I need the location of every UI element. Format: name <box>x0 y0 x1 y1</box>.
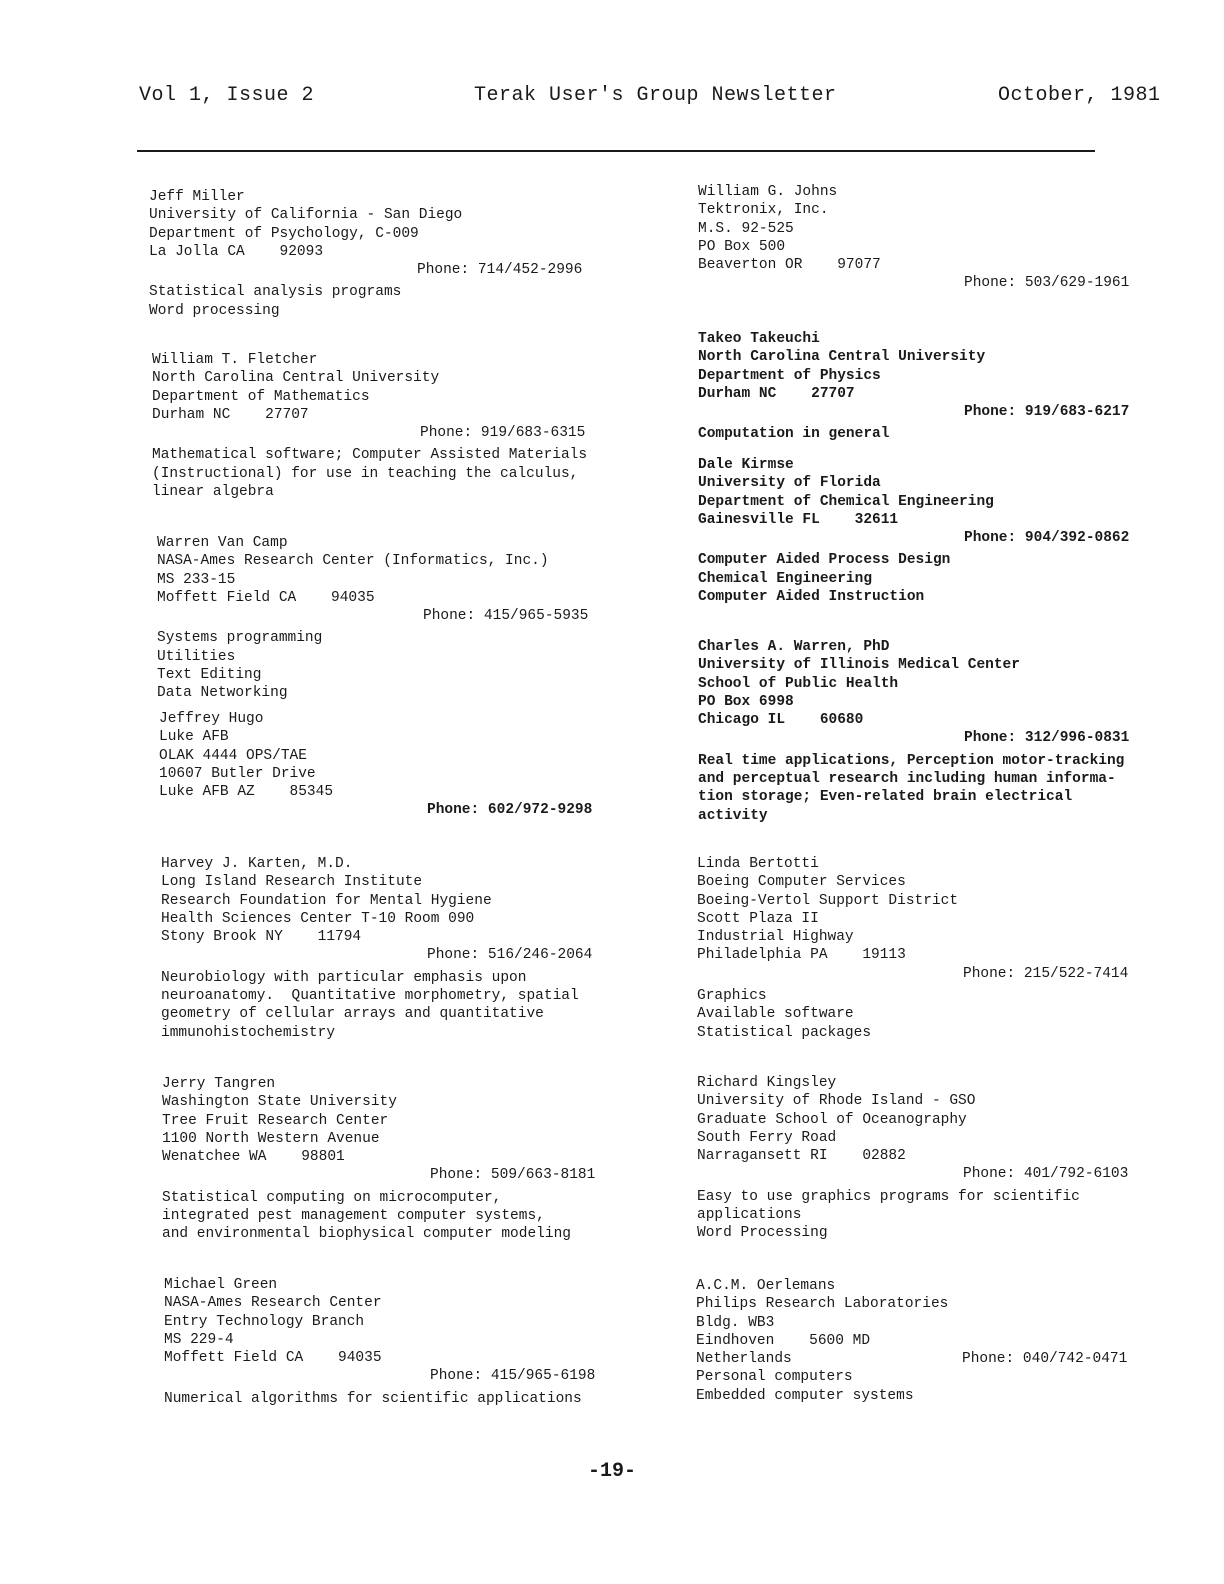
interest-line: and perceptual research including human informa- <box>698 771 1116 788</box>
interest-line: tion storage; Even-related brain electrical <box>698 789 1073 806</box>
address-line: Philadelphia PA 19113 <box>697 947 906 964</box>
interest-line: Numerical algorithms for scientific applications <box>164 1390 582 1407</box>
address-line: Stony Brook NY 11794 <box>161 929 362 946</box>
interest-line: geometry of cellular arrays and quantitative <box>161 1006 544 1023</box>
address-line: Tree Fruit Research Center <box>162 1112 389 1129</box>
interest-line: immunohistochemistry <box>161 1024 336 1041</box>
address-line: South Ferry Road <box>697 1129 837 1146</box>
member-name: William T. Fletcher <box>152 352 318 368</box>
address-line: Department of Physics <box>698 367 881 384</box>
interest-line: and environmental biophysical computer modeling <box>162 1226 571 1243</box>
interest-line: Computation in general <box>698 426 890 443</box>
member-name: Harvey J. Karten, M.D. <box>161 856 353 872</box>
address-line: MS 229-4 <box>164 1331 234 1348</box>
interest-line: Available software <box>697 1006 854 1023</box>
address-line: 10607 Butler Drive <box>159 765 316 782</box>
address-line: Department of Psychology, C-009 <box>149 225 419 242</box>
interest-line: linear algebra <box>152 484 274 501</box>
member-entry <box>698 183 1129 297</box>
header-rule <box>137 150 1095 152</box>
address-line: Entry Technology Branch <box>164 1313 365 1330</box>
interest-line: Statistical computing on microcomputer, <box>162 1189 502 1206</box>
newsletter-title: Terak User's Group Newsletter <box>474 84 837 107</box>
phone-number: Phone: 401/792-6103 <box>963 1166 1129 1183</box>
phone-number: Phone: 919/683-6217 <box>964 404 1130 421</box>
address-line: Graduate School of Oceanography <box>697 1111 967 1128</box>
address-line: University of California - San Diego <box>149 207 463 224</box>
page-number: -19- <box>587 1460 636 1483</box>
member-name: Linda Bertotti <box>697 856 819 872</box>
phone-number: Phone: 503/629-1961 <box>964 275 1130 292</box>
interest-line: (Instructional) for use in teaching the calculus, <box>152 465 579 482</box>
phone-number: Phone: 516/246-2064 <box>427 947 593 964</box>
member-entry <box>159 710 592 824</box>
address-line: Wenatchee WA 98801 <box>162 1149 345 1166</box>
member-entry <box>162 1075 595 1244</box>
member-name: William G. Johns <box>698 184 838 200</box>
address-line: NASA-Ames Research Center (Informatics, Inc.) <box>157 553 549 570</box>
member-entry <box>698 456 1129 606</box>
interest-line: activity <box>698 807 768 824</box>
interest-line: Word Processing <box>697 1225 828 1242</box>
member-entry <box>164 1276 595 1408</box>
address-line: PO Box 6998 <box>698 693 794 710</box>
member-entry <box>698 330 1129 444</box>
page-header <box>0 84 1224 114</box>
phone-number: Phone: 714/452-2996 <box>417 262 583 279</box>
issue-label: Vol 1, Issue 2 <box>139 84 315 107</box>
member-name: Jerry Tangren <box>162 1076 276 1092</box>
interest-line: integrated pest management computer systems, <box>162 1208 545 1225</box>
interest-line: Chemical Engineering <box>698 570 873 587</box>
address-line: Department of Mathematics <box>152 388 370 405</box>
address-line: Eindhoven 5600 MD <box>696 1332 871 1349</box>
interest-line: Computer Aided Process Design <box>698 552 951 569</box>
phone-number: Phone: 509/663-8181 <box>430 1167 596 1184</box>
phone-number: Phone: 415/965-5935 <box>423 608 589 625</box>
address-line: 1100 North Western Avenue <box>162 1130 380 1147</box>
address-line: Luke AFB <box>159 729 229 746</box>
interest-line: Graphics <box>697 988 767 1005</box>
interest-line: Data Networking <box>157 685 288 702</box>
member-entry <box>161 855 592 1042</box>
phone-number: Phone: 602/972-9298 <box>427 802 593 819</box>
member-name: Richard Kingsley <box>697 1075 837 1091</box>
interest-line: applications <box>697 1207 802 1224</box>
interest-line: Computer Aided Instruction <box>698 589 925 606</box>
phone-number: Phone: 040/742-0471 <box>962 1351 1128 1368</box>
member-name: Charles A. Warren, PhD <box>698 639 890 655</box>
member-name: Jeffrey Hugo <box>159 711 264 727</box>
address-line: Washington State University <box>162 1094 397 1111</box>
address-line: Scott Plaza II <box>697 910 819 927</box>
address-line: Narragansett RI 02882 <box>697 1148 906 1165</box>
address-line: OLAK 4444 OPS/TAE <box>159 747 307 764</box>
address-line: Philips Research Laboratories <box>696 1296 949 1313</box>
interest-line: Mathematical software; Computer Assisted Materials <box>152 447 588 464</box>
address-line: Long Island Research Institute <box>161 874 423 891</box>
address-line: Research Foundation for Mental Hygiene <box>161 892 492 909</box>
member-name: Takeo Takeuchi <box>698 331 820 347</box>
address-line: MS 233-15 <box>157 571 236 588</box>
address-line: Chicago IL 60680 <box>698 712 864 729</box>
address-line: NASA-Ames Research Center <box>164 1295 382 1312</box>
interest-line: Text Editing <box>157 667 262 684</box>
address-line: La Jolla CA 92093 <box>149 243 324 260</box>
phone-number: Phone: 919/683-6315 <box>420 425 586 442</box>
interest-line: Word processing <box>149 302 280 319</box>
address-line: Department of Chemical Engineering <box>698 493 994 510</box>
interest-line: Utilities <box>157 648 236 665</box>
phone-number: Phone: 904/392-0862 <box>964 530 1130 547</box>
member-name: Warren Van Camp <box>157 535 288 551</box>
issue-date: October, 1981 <box>998 84 1161 107</box>
address-line: Moffett Field CA 94035 <box>157 589 375 606</box>
address-line: Industrial Highway <box>697 929 854 946</box>
interest-line: Real time applications, Perception motor-tracking <box>698 752 1125 769</box>
member-name: Dale Kirmse <box>698 457 794 473</box>
member-entry <box>697 855 1128 1042</box>
address-line: Boeing Computer Services <box>697 874 906 891</box>
address-line: University of Rhode Island - GSO <box>697 1093 976 1110</box>
address-line: Durham NC 27707 <box>152 406 309 423</box>
interest-line: Neurobiology with particular emphasis upon <box>161 969 527 986</box>
interest-line: neuroanatomy. Quantitative morphometry, spatial <box>161 988 579 1005</box>
member-entry <box>696 1277 1128 1405</box>
interest-line: Personal computers <box>696 1369 853 1386</box>
address-line: Gainesville FL 32611 <box>698 511 899 528</box>
address-line: Moffett Field CA 94035 <box>164 1350 382 1367</box>
member-entry <box>698 638 1129 825</box>
address-line: M.S. 92-525 <box>698 220 794 237</box>
address-line: Luke AFB AZ 85345 <box>159 784 334 801</box>
address-line: Netherlands <box>696 1351 792 1368</box>
member-entry <box>149 188 582 320</box>
address-line: Bldg. WB3 <box>696 1314 775 1331</box>
address-line: Beaverton OR 97077 <box>698 257 881 274</box>
member-name: A.C.M. Oerlemans <box>696 1278 836 1294</box>
member-entry <box>697 1074 1128 1243</box>
member-name: Jeff Miller <box>149 189 245 205</box>
address-line: University of Florida <box>698 475 881 492</box>
interest-line: Statistical analysis programs <box>149 284 402 301</box>
phone-number: Phone: 312/996-0831 <box>964 730 1130 747</box>
address-line: University of Illinois Medical Center <box>698 657 1020 674</box>
address-line: School of Public Health <box>698 675 899 692</box>
member-name: Michael Green <box>164 1277 278 1293</box>
address-line: Tektronix, Inc. <box>698 202 829 219</box>
interest-line: Statistical packages <box>697 1024 872 1041</box>
address-line: North Carolina Central University <box>152 370 440 387</box>
member-entry <box>157 534 588 703</box>
address-line: North Carolina Central University <box>698 349 986 366</box>
interest-line: Easy to use graphics programs for scientific <box>697 1188 1080 1205</box>
interest-line: Systems programming <box>157 630 323 647</box>
phone-number: Phone: 415/965-6198 <box>430 1368 596 1385</box>
member-entry <box>152 351 587 501</box>
interest-line: Embedded computer systems <box>696 1387 914 1404</box>
address-line: PO Box 500 <box>698 238 786 255</box>
address-line: Boeing-Vertol Support District <box>697 892 959 909</box>
address-line: Health Sciences Center T-10 Room 090 <box>161 910 475 927</box>
address-line: Durham NC 27707 <box>698 385 855 402</box>
phone-number: Phone: 215/522-7414 <box>963 965 1129 982</box>
